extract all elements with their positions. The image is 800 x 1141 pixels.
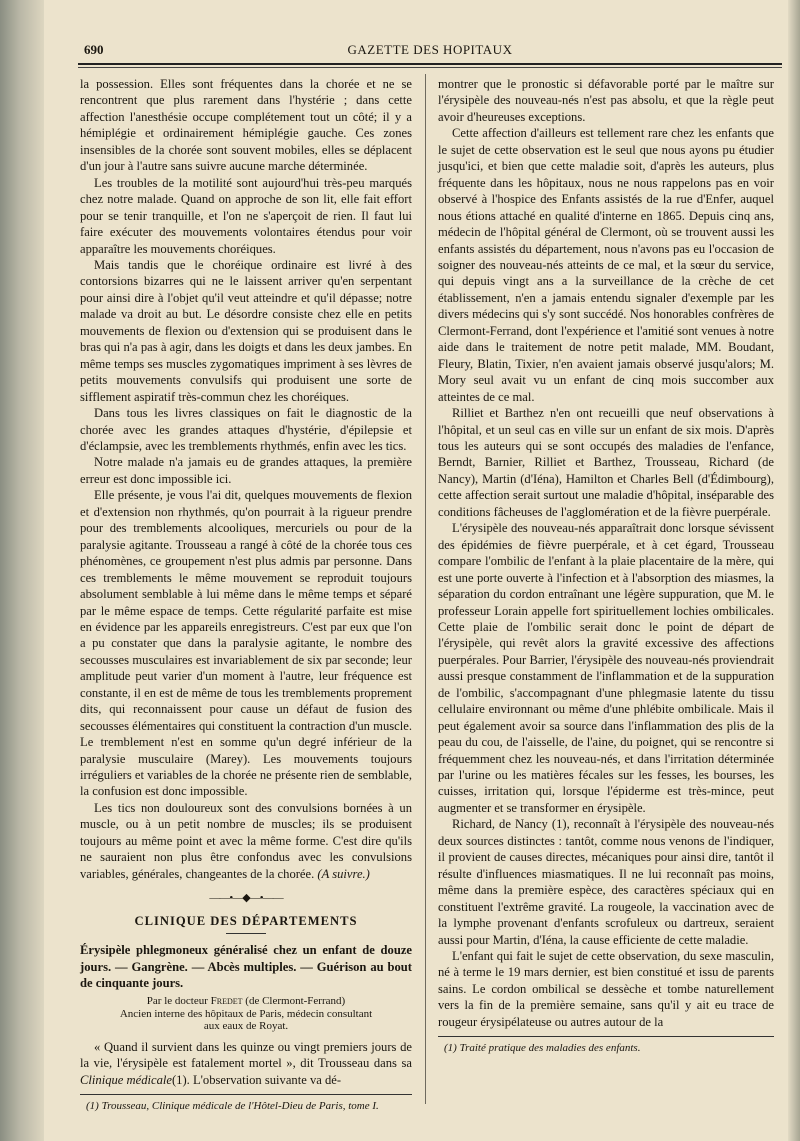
page-header xyxy=(78,42,782,62)
paragraph: Elle présente, je vous l'ai dit, quelques mouvements de flexion et d'extension non rhythmés, qu'on pourrait à la rigueur prendre pour des tremblements alcooliques, mercuriels ou pour de la paralysie agitante. Trousseau a rangé à côté de la chorée tous ces phénomènes, ce groupement n'est plus admis par personne. Dans ces tremblements le même mouvement se reproduit toujours absolument semblable à lui même dans le même temps et séparé par le même espace de temps. Cette régularité parfaite est mise en évidence par les appareils enregistreurs. C'est par eux que l'on a pu constater que dans la paralysie agitante, le nombre des secousses musculaires est invariablement de six par seconde; leur amplitude peut varier d'un moment à l'autre, leur fréquence est constante, il en est de même de tous les tremblements proprement dits, qui reconnaissent pour cause un défaut de fusion des secousses élémentaires qui constituent la contraction d'un muscle. Le tremblement n'est en somme qu'un degré inférieur de la paralysie musculaire (Marey). Les mouvements toujours irréguliers et variables de la chorée ne présente rien de semblable, la confusion est donc impossible. xyxy=(80,488,412,799)
footnote: (1) Trousseau, Clinique médicale de l'Hôtel-Dieu de Paris, tome I. xyxy=(86,1100,379,1113)
paragraph-text: Les tics non douloureux sont des convulsions bornées à un muscle, ou à un petit nombre de muscles; ils se produisent toujours au même point et avec la même forme. C'est dire qu'ils ne sauraient non plus être confondus avec les convulsions variables, générales, changeantes de la chorée. xyxy=(80,800,412,881)
author-origin: (de Clermont-Ferrand) xyxy=(245,995,346,1008)
page-number: 690 xyxy=(84,42,104,57)
paragraph: L'enfant qui fait le sujet de cette observation, du sexe masculin, né à terme le 19 mars dernier, est bien constitué et issu de parents sains. Le cordon ombilical se dessèche et tombe naturellement vers la fin de la première semaine, sans qu'il y ait eu trace de rougeur érysipélateuse ou autres autour de la xyxy=(438,949,774,1029)
binding-shadow xyxy=(0,0,44,1141)
short-rule xyxy=(226,933,266,934)
column-divider xyxy=(425,74,426,1104)
paragraph: Richard, de Nancy (1), reconnaît à l'érysipèle des nouveau-nés deux sources distinctes : tantôt, comme nous venons de l'indiquer, il provient de causes directes, mécaniques pour ainsi dire, tantôt il résulte d'influences miasmatiques. Il ne lui reconnaît pas moins, même dans la première espèce, des caractères spéciaux qui en constituent l'extrême gravité. La rougeole, la vaccination avec de la lymphe provenant d'enfants scrofuleux ou dartreux, seraient aussi pour Martin, d'Iéna, la cause efficiente de cette maladie. xyxy=(438,817,774,947)
footnote: (1) Traité pratique des maladies des enfants. xyxy=(444,1042,641,1055)
paragraph: montrer que le pronostic si défavorable porté par le maître sur l'érysipèle des nouveau-nés n'est pas absolu, et que la règle peut avoir d'heureuses exceptions. xyxy=(438,77,774,124)
byline xyxy=(80,995,412,1033)
paragraph: L'érysipèle des nouveau-nés apparaîtrait donc lorsque sévissent des épidémies de fièvre puerpérale, et à cet égard, Trousseau compare l'ombilic de l'enfant à la plaie placentaire de la mère, qui est une porte ouverte à l'infection et à l'absorption des miasmes, la séparation du cordon entraînant une légère suppuration, que M. le professeur Lorain appelle fort spirituellement lochies ombilicales. Cette plaie de l'ombilic serait donc le point de départ de l'érysipèle, qui revêt alors la gravité excessive des affections puerpérales. Pour Barrier, l'érysipèle des nouveau-nés proviendrait aussi presque constamment de l'inflammation et de la suppuration de l'ombilic, s'accompagnant d'une phlegmasie latente du tissu cellulaire environnant ou même d'une phlébite ombilicale. Mais il peut également avoir sa source dans l'inflammation des plis de la peau du cou, de l'aisselle, de l'aine, du poignet, qui se rencontre si fréquemment chez les nouveau-nés, et dans l'irritation déterminée par l'urine ou les matières fécales sur les fesses, les bourses, les cuisses, irritation qui, lorsque l'épiderme est très-mince, peut augmenter et se transformer en érysipèle. xyxy=(438,521,774,815)
page-edge xyxy=(788,0,800,1141)
running-title: GAZETTE DES HOPITAUX xyxy=(347,42,513,57)
author-name: Fredet xyxy=(210,995,243,1008)
paragraph: Notre malade n'a jamais eu de grandes attaques, la première erreur est donc impossible ici. xyxy=(80,455,412,486)
paragraph: Les troubles de la motilité sont aujourd'hui très-peu marqués chez notre malade. Quand on approche de son lit, elle fait effort pour se tenir tranquille, et l'on ne s'aperçoit de rien. Il faut lui faire exécuter des mouvements volontaires étendus pour voir apparaître les mouvements choréiques. xyxy=(80,175,412,256)
right-column xyxy=(438,76,774,1055)
footnote-rule xyxy=(438,1036,774,1037)
suivre-note: (A suivre.) xyxy=(317,866,370,881)
section-title: CLINIQUE DES DÉPARTEMENTS xyxy=(134,913,358,928)
author-credentials: Ancien interne des hôpitaux de Paris, médecin consultant xyxy=(119,1007,373,1020)
paragraph: Rilliet et Barthez n'en ont recueilli que neuf observations à l'hôpital, et un seul cas en ville sur un enfant de six mois. D'après tous les auteurs qui se sont occupés des maladies de l'enfance, Berndt, Barnier, Rilliet et Barthez, Trousseau, Richard (de Nancy), Martin (d'Iéna), Hamilton et Charles Bell (d'Édimbourg), cette affection serait surtout une maladie d'hôpital, inséparable des conditions fâcheuses de l'agglomération et de la fièvre puerpérale. xyxy=(438,406,774,519)
header-rule-thin xyxy=(78,67,782,68)
paragraph: Mais tandis que le choréique ordinaire est livré à des contorsions bizarres qui ne le laissent arriver qu'en serpentant pour ainsi dire à l'objet qu'il veut atteindre et qu'il dépasse; notre malade va droit au but. Le désordre consiste chez elle en petits mouvements de flexion ou d'extension qui se produisent dans le bras qui n'a pas à agir, dans les doigts et dans les deux jambes. En même temps ses muscles zygomatiques impriment à ses lèvres de petits mouvements convulsifs qui produisent une sorte de sifflement aspiratif très-commun chez les choréiques. xyxy=(80,257,412,404)
section-ornament: ——•—◆—•—— xyxy=(209,892,283,905)
paragraph xyxy=(80,1039,412,1088)
paragraph xyxy=(80,800,412,882)
article-title: Érysipèle phlegmoneux généralisé chez un enfant de douze jours. — Gangrène. — Abcès multiples. — Guérison au bout de cinquante jours. xyxy=(80,943,412,991)
footnote-rule xyxy=(80,1094,412,1095)
intro-text-end: (1). L'observation suivante va dé- xyxy=(171,1072,342,1087)
header-rule xyxy=(78,63,782,65)
intro-text: « Quand il survient dans les quinze ou vingt premiers jours de la vie, l'érysipèle est fatalement mortel », dit Trousseau dans sa xyxy=(80,1039,412,1071)
paragraph: Cette affection d'ailleurs est tellement rare chez les enfants que le sujet de cette observation est le seul que nous ayons pu étudier jusqu'ici, et bien que cette maladie soit, d'après les auteurs, plus fréquente dans les hôpitaux, nous ne nous rappelons pas en voir observé à l'hospice des Enfants assistés de la rue d'Enfer, auquel nous étions attaché en qualité d'interne en 1865. Depuis cinq ans, médecin de l'hôpital général de Clermont, où se trouvent aussi les enfants assistés du département, nous n'avons pas eu l'occasion de soigner des nouveau-nés atteints de ce mal, et la sœur du service, qui depuis vingt ans a la surveillance de la crèche de cet établissement, n'en a jamais entendu signaler d'exemple par les divers médecins qui s'y sont succédé. Nos honorables confrères de Clermont-Ferrand, dont l'expérience et l'amitié sont venues à notre aide dans le traitement de notre petit malade, MM. Boudant, Fleury, Blatin, Tixier, n'en avaient jamais observé jusqu'alors; M. Mory seul avait vu un enfant de cinq mois succomber aux atteintes de ce mal. xyxy=(438,126,774,404)
byline-prefix: Par le docteur xyxy=(146,995,208,1008)
left-column xyxy=(80,76,412,1113)
intro-italic: Clinique médicale xyxy=(80,1072,172,1087)
paragraph: Dans tous les livres classiques on fait le diagnostic de la chorée avec les grandes attaques d'hystérie, d'épilepsie et d'éclampsie, avec les tremblements rhythmés, enfin avec les tics. xyxy=(80,406,412,453)
paragraph: la possession. Elles sont fréquentes dans la chorée et ne se rencontrent que plus rarement dans l'hystérie ; dans cette affection l'anesthésie occupe complétement tout un côté; il y a hémiplégie et ordinairement hémiplégie gauche. Ces zones insensibles de la chorée sont souvent mobiles, elles se déplacent d'un jour à l'autre sans suivre aucune marche déterminée. xyxy=(80,77,412,174)
author-credentials-2: aux eaux de Royat. xyxy=(203,1020,289,1033)
